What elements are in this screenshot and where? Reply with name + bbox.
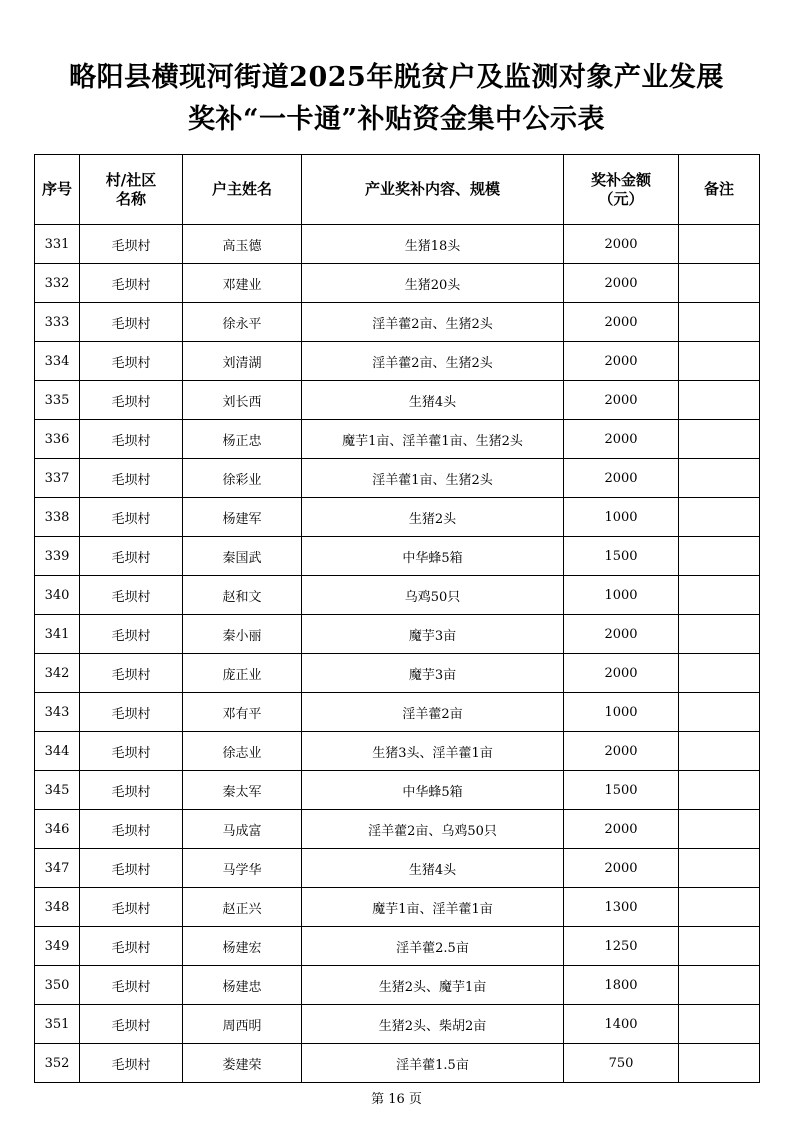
document-title-line-1: 略阳县横现河街道2025年脱贫户及监测对象产业发展 (69, 62, 724, 93)
table-row (35, 381, 760, 420)
cell-amount: 2000 (564, 849, 679, 888)
cell-content: 淫羊藿2亩、生猪2头 (302, 342, 564, 381)
cell-amount: 2000 (564, 381, 679, 420)
header-amount (564, 155, 679, 225)
cell-remark (679, 615, 760, 654)
cell-amount: 750 (564, 1044, 679, 1083)
cell-village: 毛坝村 (80, 810, 183, 849)
cell-seq: 341 (35, 615, 80, 654)
subsidy-table (34, 154, 760, 1083)
cell-remark (679, 849, 760, 888)
cell-village: 毛坝村 (80, 459, 183, 498)
cell-remark (679, 810, 760, 849)
cell-household-head: 徐永平 (183, 303, 302, 342)
cell-household-head: 高玉德 (183, 225, 302, 264)
cell-remark (679, 381, 760, 420)
cell-remark (679, 576, 760, 615)
table-row (35, 537, 760, 576)
table-row (35, 849, 760, 888)
header-village-label: 村/社区名称 (105, 170, 157, 208)
cell-seq: 350 (35, 966, 80, 1005)
cell-seq: 331 (35, 225, 80, 264)
cell-village: 毛坝村 (80, 888, 183, 927)
cell-village: 毛坝村 (80, 615, 183, 654)
cell-seq: 349 (35, 927, 80, 966)
table-row (35, 264, 760, 303)
cell-village: 毛坝村 (80, 1005, 183, 1044)
cell-amount: 2000 (564, 732, 679, 771)
cell-content: 淫羊藿2.5亩 (302, 927, 564, 966)
cell-seq: 340 (35, 576, 80, 615)
cell-content: 魔芋3亩 (302, 654, 564, 693)
cell-seq: 335 (35, 381, 80, 420)
cell-content: 生猪18头 (302, 225, 564, 264)
table-row (35, 810, 760, 849)
cell-household-head: 徐彩业 (183, 459, 302, 498)
cell-content: 淫羊藿1亩、生猪2头 (302, 459, 564, 498)
header-amount-label: 奖补金额（元） (590, 170, 651, 208)
cell-amount: 2000 (564, 264, 679, 303)
cell-village: 毛坝村 (80, 498, 183, 537)
cell-village: 毛坝村 (80, 303, 183, 342)
cell-amount: 2000 (564, 225, 679, 264)
table-body (35, 225, 760, 1083)
cell-content: 生猪4头 (302, 381, 564, 420)
cell-amount: 2000 (564, 303, 679, 342)
cell-household-head: 秦太军 (183, 771, 302, 810)
cell-seq: 338 (35, 498, 80, 537)
table-row (35, 966, 760, 1005)
cell-household-head: 周西明 (183, 1005, 302, 1044)
cell-village: 毛坝村 (80, 342, 183, 381)
cell-remark (679, 420, 760, 459)
table-header-row (35, 155, 760, 225)
cell-content: 生猪3头、淫羊藿1亩 (302, 732, 564, 771)
header-content: 产业奖补内容、规模 (302, 155, 564, 225)
cell-village: 毛坝村 (80, 420, 183, 459)
cell-village: 毛坝村 (80, 576, 183, 615)
cell-village: 毛坝村 (80, 225, 183, 264)
cell-household-head: 赵和文 (183, 576, 302, 615)
cell-village: 毛坝村 (80, 771, 183, 810)
cell-amount: 2000 (564, 342, 679, 381)
cell-village: 毛坝村 (80, 537, 183, 576)
cell-content: 中华蜂5箱 (302, 537, 564, 576)
cell-village: 毛坝村 (80, 966, 183, 1005)
cell-seq: 351 (35, 1005, 80, 1044)
cell-village: 毛坝村 (80, 264, 183, 303)
cell-household-head: 杨正忠 (183, 420, 302, 459)
cell-amount: 2000 (564, 654, 679, 693)
cell-household-head: 娄建荣 (183, 1044, 302, 1083)
table-row (35, 732, 760, 771)
cell-amount: 2000 (564, 615, 679, 654)
cell-remark (679, 459, 760, 498)
cell-content: 生猪2头 (302, 498, 564, 537)
page-number: 第 16 页 (371, 1092, 422, 1107)
cell-village: 毛坝村 (80, 381, 183, 420)
cell-remark (679, 1005, 760, 1044)
table-row (35, 1044, 760, 1083)
cell-village: 毛坝村 (80, 849, 183, 888)
cell-content: 淫羊藿2亩、生猪2头 (302, 303, 564, 342)
table-row (35, 303, 760, 342)
cell-remark (679, 498, 760, 537)
cell-remark (679, 693, 760, 732)
cell-household-head: 马学华 (183, 849, 302, 888)
cell-household-head: 杨建宏 (183, 927, 302, 966)
cell-amount: 1800 (564, 966, 679, 1005)
cell-amount: 1000 (564, 576, 679, 615)
cell-content: 生猪2头、柴胡2亩 (302, 1005, 564, 1044)
cell-village: 毛坝村 (80, 927, 183, 966)
table-row (35, 1005, 760, 1044)
cell-seq: 336 (35, 420, 80, 459)
cell-village: 毛坝村 (80, 732, 183, 771)
cell-content: 魔芋1亩、淫羊藿1亩、生猪2头 (302, 420, 564, 459)
cell-village: 毛坝村 (80, 1044, 183, 1083)
header-household-head: 户主姓名 (183, 155, 302, 225)
cell-seq: 348 (35, 888, 80, 927)
cell-remark (679, 264, 760, 303)
table-row (35, 420, 760, 459)
cell-content: 淫羊藿1.5亩 (302, 1044, 564, 1083)
cell-seq: 347 (35, 849, 80, 888)
cell-village: 毛坝村 (80, 693, 183, 732)
cell-remark (679, 888, 760, 927)
cell-content: 淫羊藿2亩 (302, 693, 564, 732)
cell-household-head: 邓建业 (183, 264, 302, 303)
cell-amount: 1500 (564, 771, 679, 810)
cell-seq: 334 (35, 342, 80, 381)
table-row (35, 225, 760, 264)
cell-household-head: 刘长西 (183, 381, 302, 420)
cell-content: 魔芋3亩 (302, 615, 564, 654)
cell-content: 生猪4头 (302, 849, 564, 888)
document-title-line-2: 奖补“一卡通”补贴资金集中公示表 (187, 104, 606, 135)
cell-content: 淫羊藿2亩、乌鸡50只 (302, 810, 564, 849)
cell-remark (679, 537, 760, 576)
cell-seq: 343 (35, 693, 80, 732)
cell-household-head: 庞正业 (183, 654, 302, 693)
cell-seq: 346 (35, 810, 80, 849)
cell-content: 生猪20头 (302, 264, 564, 303)
cell-amount: 1250 (564, 927, 679, 966)
cell-seq: 333 (35, 303, 80, 342)
table-row (35, 342, 760, 381)
cell-amount: 2000 (564, 420, 679, 459)
cell-content: 生猪2头、魔芋1亩 (302, 966, 564, 1005)
cell-amount: 1500 (564, 537, 679, 576)
cell-household-head: 刘清湖 (183, 342, 302, 381)
table-row (35, 771, 760, 810)
cell-content: 乌鸡50只 (302, 576, 564, 615)
header-remark: 备注 (679, 155, 760, 225)
cell-remark (679, 654, 760, 693)
cell-content: 中华蜂5箱 (302, 771, 564, 810)
cell-household-head: 杨建忠 (183, 966, 302, 1005)
cell-remark (679, 303, 760, 342)
cell-village: 毛坝村 (80, 654, 183, 693)
table-row (35, 498, 760, 537)
cell-household-head: 秦国武 (183, 537, 302, 576)
cell-seq: 337 (35, 459, 80, 498)
cell-remark (679, 927, 760, 966)
table-row (35, 888, 760, 927)
cell-household-head: 秦小丽 (183, 615, 302, 654)
cell-seq: 332 (35, 264, 80, 303)
table-row (35, 615, 760, 654)
cell-remark (679, 771, 760, 810)
cell-amount: 1300 (564, 888, 679, 927)
table-row (35, 693, 760, 732)
table-row (35, 459, 760, 498)
header-seq: 序号 (35, 155, 80, 225)
cell-household-head: 马成富 (183, 810, 302, 849)
cell-amount: 2000 (564, 459, 679, 498)
header-village (80, 155, 183, 225)
cell-remark (679, 1044, 760, 1083)
cell-seq: 344 (35, 732, 80, 771)
cell-household-head: 赵正兴 (183, 888, 302, 927)
cell-household-head: 邓有平 (183, 693, 302, 732)
cell-remark (679, 342, 760, 381)
cell-amount: 2000 (564, 810, 679, 849)
cell-amount: 1000 (564, 498, 679, 537)
table-row (35, 576, 760, 615)
cell-content: 魔芋1亩、淫羊藿1亩 (302, 888, 564, 927)
cell-seq: 352 (35, 1044, 80, 1083)
cell-amount: 1000 (564, 693, 679, 732)
table-row (35, 654, 760, 693)
cell-household-head: 徐志业 (183, 732, 302, 771)
cell-remark (679, 966, 760, 1005)
cell-remark (679, 732, 760, 771)
cell-remark (679, 225, 760, 264)
cell-seq: 339 (35, 537, 80, 576)
cell-seq: 345 (35, 771, 80, 810)
cell-household-head: 杨建军 (183, 498, 302, 537)
cell-amount: 1400 (564, 1005, 679, 1044)
table-row (35, 927, 760, 966)
cell-seq: 342 (35, 654, 80, 693)
